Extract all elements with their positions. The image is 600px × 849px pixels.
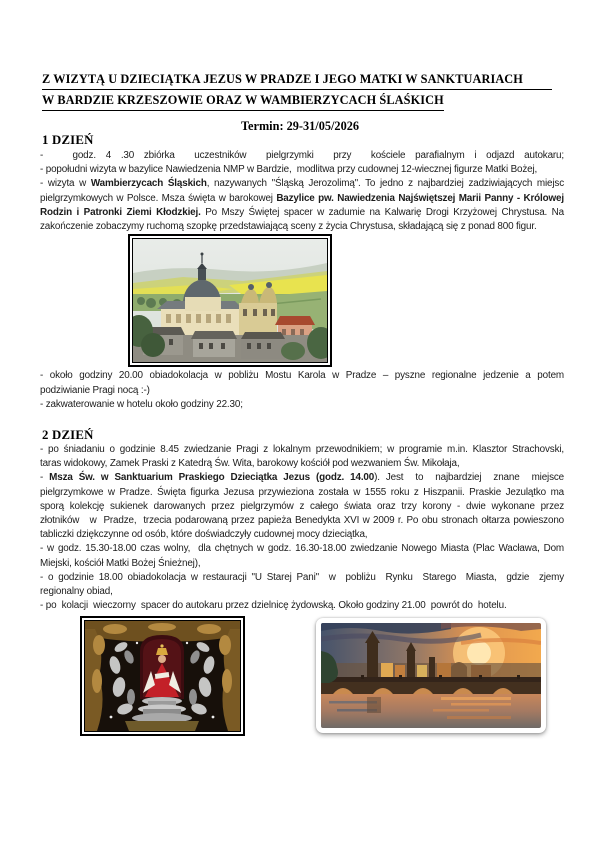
document-title-line-2	[42, 93, 444, 111]
text-line	[40, 457, 564, 471]
text-line	[40, 528, 564, 542]
day1-evening-paragraphs	[40, 369, 564, 413]
trip-date-line: Termin: 29-31/05/2026	[240, 119, 360, 133]
text-run: tabliczki dziękczynne od osób, które doświadczyły cudownej mocy dzieciątka,	[40, 529, 368, 541]
day2-heading: 2 DZIEŃ	[42, 428, 94, 442]
text-run: , nazywanych "Śląską Jerozolimą". To jedno z najbardziej zadziwiających miejsc	[206, 178, 565, 190]
bold-text-run: Rodzin i Patronki Ziemi Kłodzkiej.	[40, 206, 201, 218]
text-line	[40, 369, 564, 384]
text-run: - wizyta w	[40, 178, 91, 190]
text-line	[40, 557, 564, 571]
text-line	[40, 514, 564, 528]
text-run: ). Jest to najbardziej znane miejsce	[374, 472, 565, 484]
day1-program-paragraphs	[40, 149, 564, 234]
day1-heading: 1 DZIEŃ	[42, 133, 94, 147]
text-line	[40, 177, 564, 191]
text-run: - około godziny 20.00 obiadokolacja w pobliżu Mostu Karola w Pradze – pyszne regionalne jedzenie a potem	[40, 370, 564, 381]
wambierzyce-basilica-photo-frame	[128, 234, 332, 367]
text-run: taras widokowy, Zamek Praski z Katedrą Św. Wita, barokowy kościół pod wezwaniem Św. Mikołaja,	[40, 458, 460, 470]
document-title-line-1	[42, 72, 552, 90]
text-run: - o godzinie 18.00 obiadokolacja w restauracji "U Starej Pani" w pobliżu Rynku Starego Miasta, gdzie zjemy	[40, 571, 564, 583]
text-line	[40, 398, 564, 413]
text-line	[40, 443, 564, 457]
text-line	[40, 206, 564, 220]
charles-bridge-sunset-photo	[321, 623, 541, 728]
bold-text-run: Msza Św. w Sanktuarium Praskiego Dzieciątka Jezus (godz. 14.00	[49, 472, 375, 484]
infant-jesus-of-prague-photo	[85, 621, 240, 731]
text-run: pielgrzymkowych w Polsce. Msza święta w barokowej	[40, 192, 277, 204]
text-line	[40, 585, 564, 599]
infant-jesus-altar-photo-frame	[80, 616, 245, 736]
title-text: Z WIZYTĄ U DZIECIĄTKA JEZUS W PRADZE I JEGO MATKI W SANKTUARIACH	[42, 72, 552, 90]
text-run: - godz. 4 .30 zbiórka uczestników pielgrzymki przy kościele parafialnym i odjazd autokaru;	[40, 150, 564, 161]
text-line	[40, 599, 564, 613]
text-run: podziwianie Pragi nocą :-)	[40, 384, 150, 396]
text-run: sporą kolekcję sukienek darowanych przez pielgrzymów z całego świata oraz trzy korony - dwie wykonane przez	[40, 500, 564, 512]
text-run: pielgrzymkowe w Pradze. Święta figurka Jezusa przywieziona została w 1555 roku z Hiszpanii. Praskie Jezulątko ma	[40, 486, 564, 498]
bold-text-run: Bazylice pw. Nawiedzenia Najświętszej Marii Panny - Królowej	[276, 192, 564, 204]
text-run: -	[40, 472, 50, 484]
text-run: - popołudni wizyta w bazylice Nawiedzenia NMP w Bardzie, modlitwa przy cudownej 12-wiecznej figurze Matki Bożej,	[40, 164, 538, 176]
text-run: Po Mszy Świętej spacer w zadumie na Kalwarię Drogi Krzyżowej Chrystusa. Na	[200, 206, 564, 218]
text-run: - po kolacji wieczorny spacer do autokaru przez dzielnicę żydowską. Około godziny 21.00 powrót do hotelu.	[40, 600, 507, 612]
photo-inner-border	[84, 620, 241, 732]
text-run: - po śniadaniu o godzinie 8.45 zwiedzanie Pragi z lokalnym przewodnikiem; w programie m.in. Klasztor Strachovski,	[40, 444, 564, 455]
text-line	[40, 220, 564, 234]
text-line	[40, 571, 564, 585]
text-run: - w godz. 15.30-18.00 czas wolny, dla chętnych w godz. 16.30-18.00 zwiedzanie Nowego Miasta (Plac Wacława, Dom	[40, 543, 564, 555]
text-line	[40, 384, 564, 399]
photo-inner-border	[132, 238, 328, 363]
text-run: regionalny obiad,	[40, 586, 113, 598]
wambierzyce-basilica-photo	[133, 239, 327, 362]
text-line	[40, 542, 564, 556]
text-line	[40, 471, 564, 485]
text-line	[40, 500, 564, 514]
text-line	[40, 163, 564, 177]
text-line	[40, 149, 564, 163]
charles-bridge-photo-card	[316, 618, 546, 733]
text-run: złotników w Pradze, trzecia podarowaną przez papieża Benedykta XVI w 2009 r. Po obu stronach ołtarza powieszono	[40, 515, 564, 527]
title-text: W BARDZIE KRZESZOWIE ORAZ W WAMBIERZYCACH ŚLAŚKICH	[42, 93, 444, 111]
text-line	[40, 192, 564, 206]
text-run: zakończenie zobaczymy ruchomą szopkę przedstawiającą sceny z życia Chrystusa, składającą się z ponad 800 figur.	[40, 221, 537, 233]
text-run: Miejski, kościół Matki Bożej Śnieżnej),	[40, 557, 201, 569]
text-line	[40, 486, 564, 500]
day2-program-paragraphs	[40, 443, 564, 613]
bold-text-run: Wambierzycach Śląskich	[90, 178, 207, 190]
text-run: - zakwaterowanie w hotelu około godziny 22.30;	[40, 399, 243, 410]
